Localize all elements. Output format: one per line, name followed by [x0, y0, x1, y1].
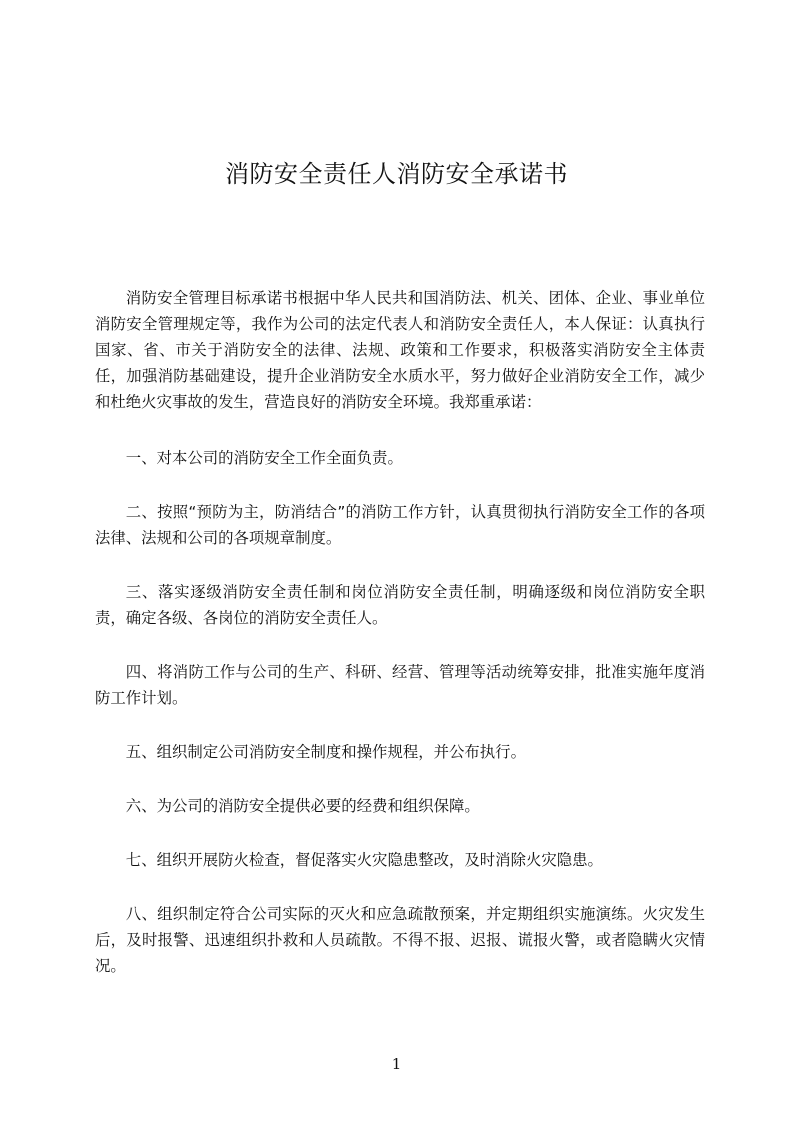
commitment-item-1: 一、对本公司的消防安全工作全面负责。 [125, 449, 403, 467]
commitment-item-3: 三、落实逐级消防安全责任制和岗位消防安全责任制，明确逐级和岗位消防安全职责，确定各级、各岗位的消防安全责任人。 [95, 583, 705, 627]
commitment-item-5: 五、组织制定公司消防安全制度和操作规程，并公布执行。 [125, 743, 526, 761]
commitment-item-2: 二、按照“预防为主，防消结合”的消防工作方针，认真贯彻执行消防安全工作的各项法律、法规和公司的各项规章制度。 [95, 503, 705, 547]
intro-paragraph: 消防安全管理目标承诺书根据中华人民共和国消防法、机关、团体、企业、事业单位消防安全管理规定等，我作为公司的法定代表人和消防安全责任人，本人保证：认真执行国家、省、市关于消防安全的法律、法规、政策和工作要求，积极落实消防安全主体责任，加强消防基础建设，提升企业消防安全水质水平，努力做好企业消防安全工作，减少和杜绝火灾事故的发生，营造良好的消防安全环境。我郑重承诺： [95, 289, 705, 411]
commitment-item-7: 七、组织开展防火检查，督促落实火灾隐患整改，及时消除火灾隐患。 [125, 851, 603, 869]
commitment-item-6: 六、为公司的消防安全提供必要的经费和组织保障。 [125, 797, 480, 815]
commitment-item-8: 八、组织制定符合公司实际的灭火和应急疏散预案，并定期组织实施演练。火灾发生后，及时报警、迅速组织扑救和人员疏散。不得不报、迟报、谎报火警，或者隐瞒火灾情况。 [95, 905, 705, 975]
document-title: 消防安全责任人消防安全承诺书 [225, 160, 568, 189]
commitment-item-4: 四、将消防工作与公司的生产、科研、经营、管理等活动统筹安排，批准实施年度消防工作计划。 [95, 663, 705, 707]
page-number: 1 [391, 1055, 402, 1073]
document-body [95, 285, 705, 1007]
